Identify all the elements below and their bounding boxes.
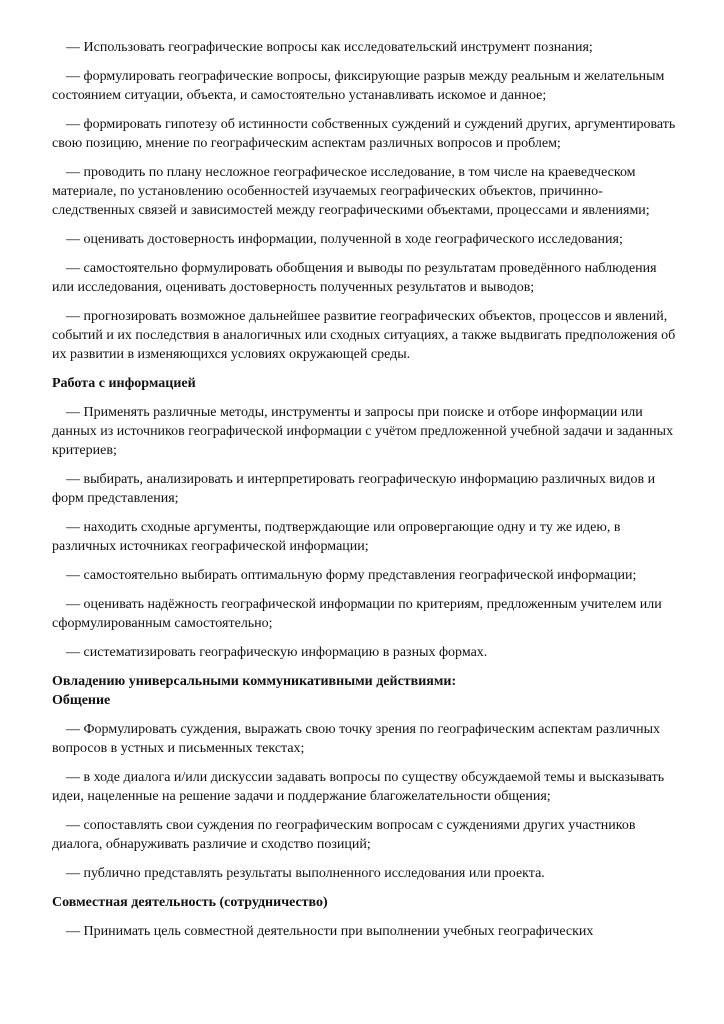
list-item: — формулировать географические вопросы, фиксирующие разрыв между реальным и желательным состоянием ситуации, объекта, и самостоятельно устанавливать искомое и данное; xyxy=(52,69,665,103)
list-item: — находить сходные аргументы, подтверждающие или опровергающие одну и ту же идею, в различных источниках географической информации; xyxy=(52,520,621,554)
list-item: — Формулировать суждения, выражать свою точку зрения по географическим аспектам различных вопросов в устных и письменных текстах; xyxy=(52,722,660,756)
list-item: — Применять различные методы, инструменты и запросы при поиске и отборе информации или данных из источников географической информации с учётом предложенной учебной задачи и заданных критериев; xyxy=(52,405,674,458)
section-heading-collaboration: Совместная деятельность (сотрудничество) xyxy=(52,895,328,910)
list-item: — в ходе диалога и/или дискуссии задавать вопросы по существу обсуждаемой темы и высказывать идеи, нацеленные на решение задачи и поддержание благожелательности общения; xyxy=(52,770,665,804)
list-item: — публично представлять результаты выполненного исследования или проекта. xyxy=(66,866,545,881)
section-heading-communication xyxy=(52,672,678,710)
list-item: — оценивать надёжность географической информации по критериям, предложенным учителем или сформулированным самостоятельно; xyxy=(52,597,662,631)
list-item: — систематизировать географическую информацию в разных формах. xyxy=(66,645,488,660)
list-item: — самостоятельно выбирать оптимальную форму представления географической информации; xyxy=(66,568,637,583)
list-item: — формировать гипотезу об истинности собственных суждений и суждений других, аргументировать свою позицию, мнение по географическим аспектам различных вопросов и проблем; xyxy=(52,117,676,151)
collaboration-section xyxy=(52,893,678,941)
section-heading-information: Работа с информацией xyxy=(52,376,196,391)
heading-line-universal-actions: Овладению универсальными коммуникативными действиями: xyxy=(52,674,457,689)
list-item: — Принимать цель совместной деятельности при выполнении учебных географических xyxy=(66,924,594,939)
list-item: — выбирать, анализировать и интерпретировать географическую информацию различных видов и форм представления; xyxy=(52,472,656,506)
list-item: — прогнозировать возможное дальнейшее развитие географических объектов, процессов и явлений, событий и их последствия в аналогичных или сходных ситуациях, а также выдвигать предположения об их развитии в изменяющихся условиях окружающей среды. xyxy=(52,309,676,362)
information-section xyxy=(52,374,678,662)
research-section xyxy=(52,38,678,364)
list-item: — сопоставлять свои суждения по географическим вопросам с суждениями других участников диалога, обнаруживать различие и сходство позиций; xyxy=(52,818,636,852)
heading-line-communication: Общение xyxy=(52,693,111,708)
list-item: — проводить по плану несложное географическое исследование, в том числе на краеведческом материале, по установлению особенностей изучаемых географических объектов, причинно-следственных связей и зависимостей между географическими объектами, процессами и явлениями; xyxy=(52,165,650,218)
list-item: — оценивать достоверность информации, полученной в ходе географического исследования; xyxy=(66,232,623,247)
list-item: — самостоятельно формулировать обобщения и выводы по результатам проведённого наблюдения или исследования, оценивать достоверность полученных результатов и выводов; xyxy=(52,261,657,295)
document-page xyxy=(52,38,678,951)
list-item: — Использовать географические вопросы как исследовательский инструмент познания; xyxy=(66,40,593,55)
communication-section xyxy=(52,672,678,883)
